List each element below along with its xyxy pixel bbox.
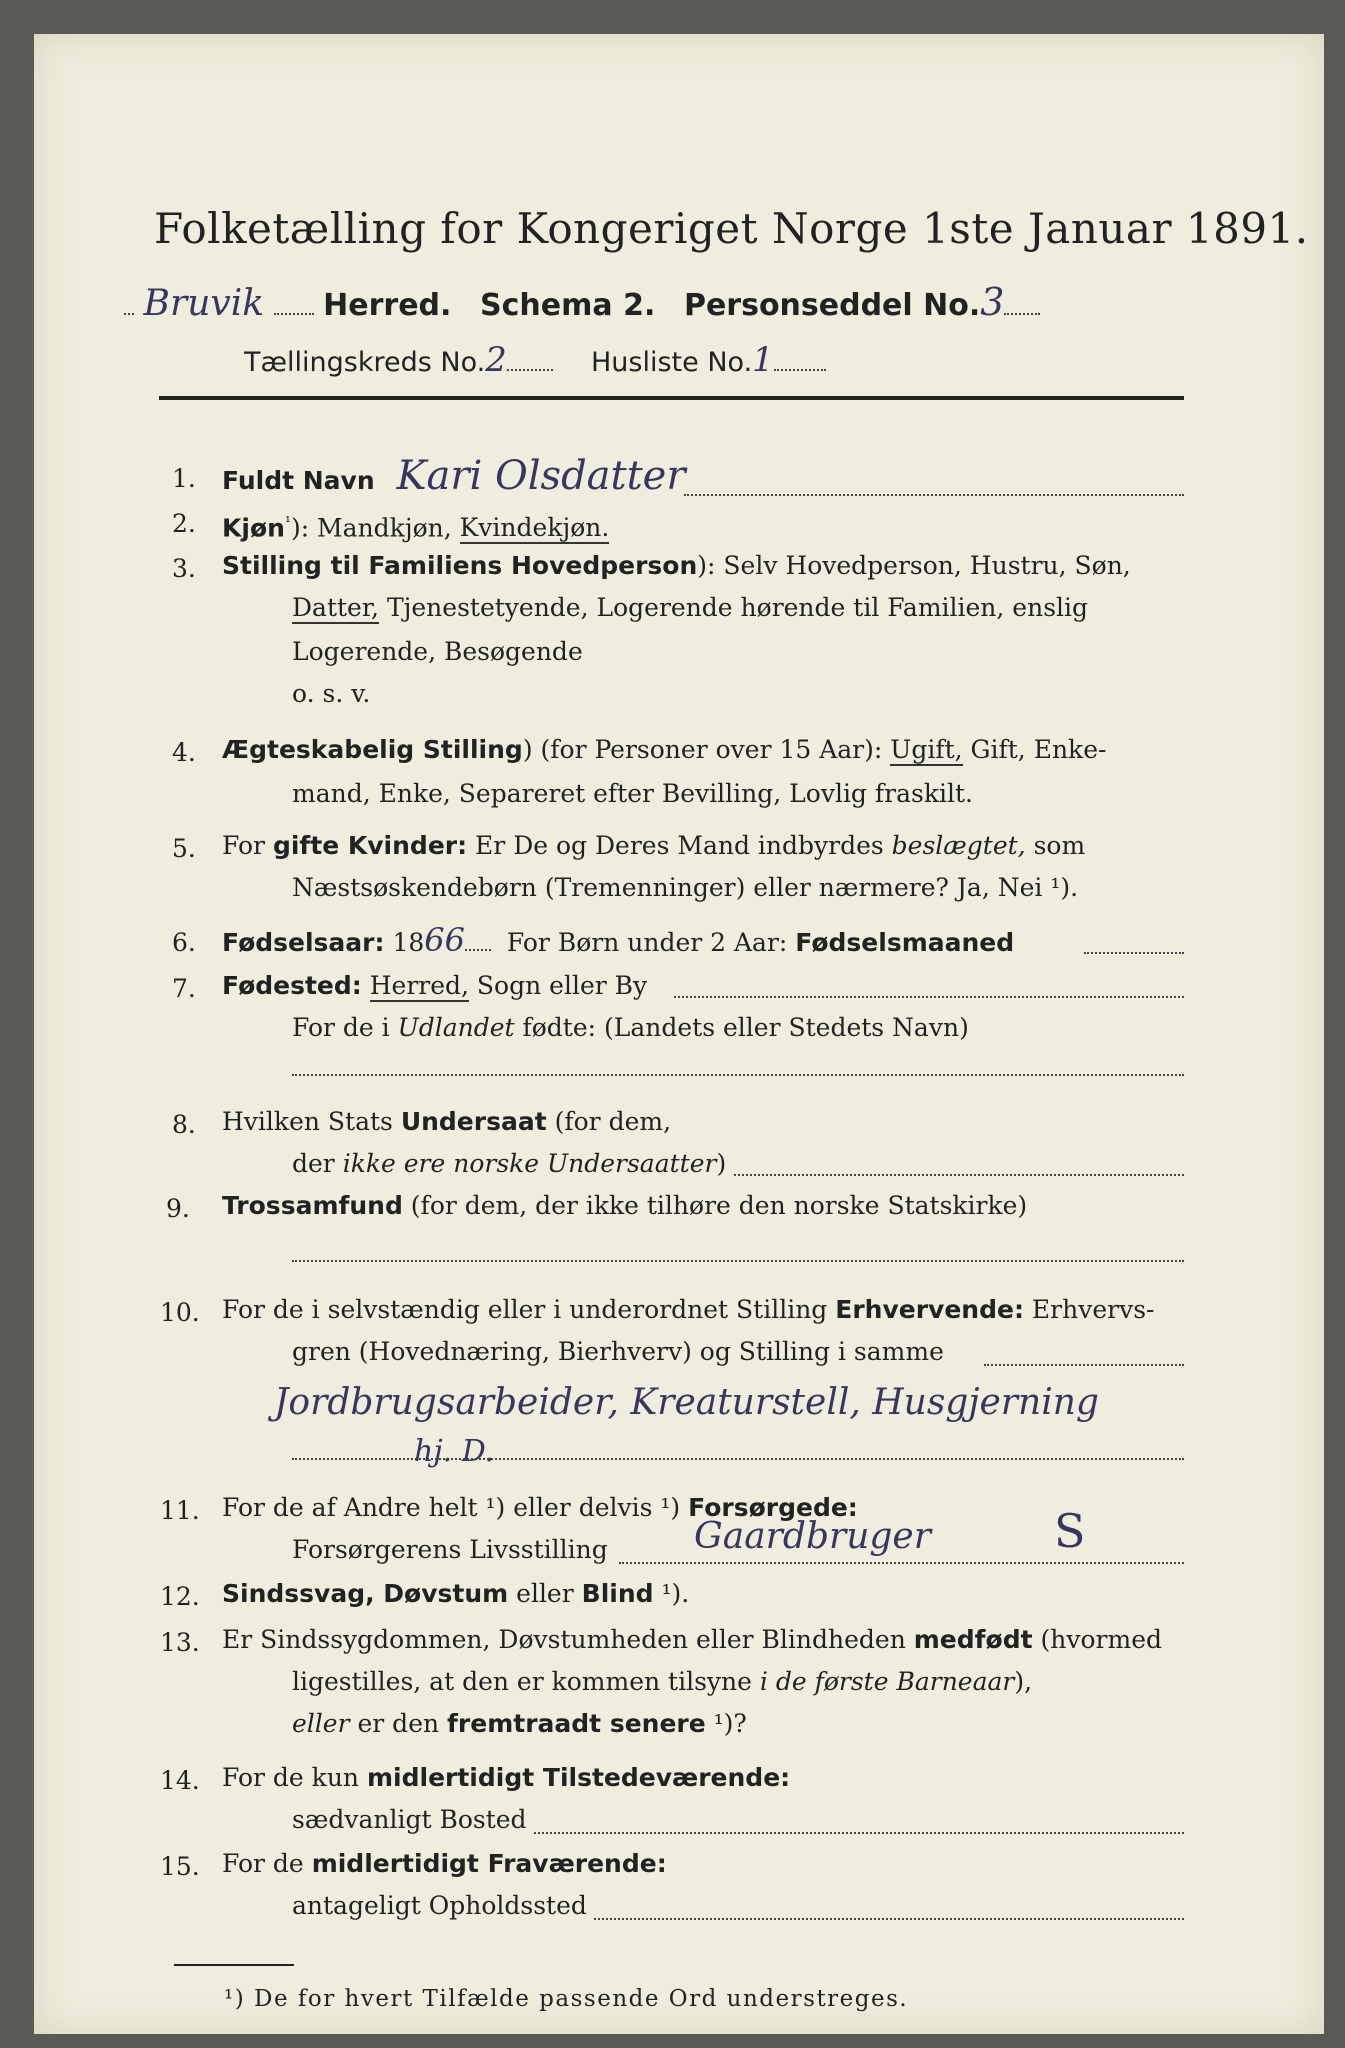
personseddel-value: 3 [980,280,1005,324]
q1-value: Kari Olsdatter [396,453,686,499]
q15-row-1 [222,1844,667,1884]
q8-dots [734,1174,1184,1176]
q12-number: 12. [160,1582,200,1611]
q15-label: midlertidigt Fraværende: [311,1849,667,1878]
q3-option: Datter, [292,593,379,622]
q8-italic: ikke ere norske Undersaatter [342,1149,717,1178]
q10-text1: For de i selvstændig eller i underordnet Stilling [222,1295,836,1324]
q13-label: medfødt [913,1625,1033,1654]
q12-row [222,1574,689,1614]
q8-text3: der [292,1149,343,1178]
q8-row-2 [292,1144,726,1184]
kreds-value: 2 [485,340,507,380]
q14-row-1 [222,1758,790,1798]
q14-text1: For de kun [222,1763,367,1792]
q3-row-2 [292,588,1088,628]
q4-option: Ugift, [890,735,963,764]
q6-label: Fødselsaar: [222,928,385,957]
q2-row [222,502,609,548]
q6-value: 66 [424,921,465,959]
husliste-value: 1 [752,340,774,380]
q5-row-2: Næstsøskendebørn (Tremenninger) eller nærmere? Ja, Nei ¹). [292,873,1079,902]
q10-label: Erhvervende: [835,1295,1024,1324]
q3-row-3: Logerende, Besøgende [292,637,583,666]
q2-sup: ¹ [284,513,291,531]
q13-italic: i de første Barneaar [759,1667,1015,1696]
footnote: ¹) De for hvert Tilfælde passende Ord understreges. [224,1986,909,2012]
header-rule [159,396,1184,400]
q3-row-4: o. s. v. [292,679,371,708]
q10-value-1: Jordbrugsarbeider, Kreaturstell, Husgjerning [274,1382,1099,1423]
q4-text1: ) (for Personer over 15 Aar): [522,735,891,764]
q1-row [222,453,686,501]
q5-text3: som [1025,831,1086,860]
q5-number: 5. [172,834,196,863]
q3-text1: ): Selv Hovedperson, Hustru, Søn, [697,551,1131,580]
form-title: Folketælling for Kongeriget Norge 1ste Januar 1891. [154,204,1309,253]
q13-text6: ¹)? [705,1709,747,1738]
q13-number: 13. [160,1628,200,1657]
q6-row [222,920,1014,963]
q5-italic: beslægtet, [891,831,1026,860]
q7-text: Sogn eller By [468,971,648,1000]
q10-dots-1 [984,1364,1184,1366]
q8-text1: Hvilken Stats [222,1107,401,1136]
q9-label: Trossamfund [222,1191,403,1220]
q7-row-2 [292,1008,969,1048]
q11-dots [619,1562,1184,1564]
q13-text5: er den [349,1709,448,1738]
q12-label: Sindssvag, Døvstum [222,1579,509,1608]
q2-number: 2. [172,509,196,538]
header-line-2 [244,340,826,380]
q15-text1: For de [222,1849,312,1878]
q13-text1: Er Sindssygdommen, Døvstumheden eller Blindheden [222,1625,914,1654]
header-line-1 [124,280,1040,324]
q6-prefix: 18 [384,928,425,957]
kreds-label: Tællingskreds No. [244,347,486,378]
q13-row-1 [222,1620,1162,1660]
q15-dots [594,1918,1184,1920]
q7-row-1 [222,966,647,1006]
q14-dots [534,1832,1184,1834]
q3-text2: Tjenestetyende, Logerende hørende til Familien, enslig [379,593,1089,622]
q11-text2: Forsørgerens Livsstilling [292,1535,608,1564]
q2-text: ): Mandkjøn, [290,513,460,543]
q5-label: gifte Kvinder: [272,831,468,860]
q3-number: 3. [172,554,196,583]
q1-dots [684,494,1184,496]
schema-label: Schema 2. [480,288,656,323]
q1-label: Fuldt Navn [222,466,375,495]
herred-label: Herred. [323,288,452,323]
q3-label: Stilling til Familiens Hovedperson [222,551,698,580]
q10-dots-2 [292,1458,1184,1460]
q15-row-2: antageligt Opholdssted [292,1891,587,1920]
q14-label: midlertidigt Tilstedeværende: [366,1763,791,1792]
q8-text4: ) [716,1149,727,1178]
q7-dots-2 [292,1074,1184,1076]
q13-text2: (hvormed [1032,1625,1162,1654]
q11-label: Forsørgede: [688,1493,858,1522]
q10-row-1 [222,1290,1154,1330]
q12-label2: Blind [581,1579,654,1608]
q4-number: 4. [172,738,196,767]
q6-text: For Børn under 2 Aar: [506,928,796,957]
q14-number: 14. [160,1766,200,1795]
q7-label: Fødested: [222,971,362,1000]
q3-row-1 [222,546,1131,586]
q13-text3: ligestilles, at den er kommen tilsyne [292,1667,760,1696]
footnote-rule [174,1964,294,1966]
q2-option: Kvindekjøn. [459,513,610,543]
q8-row-1 [222,1102,671,1142]
q13-italic-2: eller [292,1709,350,1738]
husliste-label: Husliste No. [591,347,753,378]
herred-value: Bruvik [143,283,265,324]
q4-text2: Gift, Enke- [962,735,1107,764]
q7-option: Herred, [369,971,469,1000]
q14-row-2: sædvanligt Bosted [292,1805,527,1834]
q1-number: 1. [172,464,196,493]
q11-number: 11. [160,1496,200,1525]
q2-label: Kjøn [222,513,285,543]
q11-text1: For de af Andre helt ¹) eller delvis ¹) [222,1493,689,1522]
q5-text1: For [222,831,273,860]
q9-number: 9. [166,1194,190,1223]
q7-text2: For de i [292,1013,398,1042]
q13-text4: ), [1014,1667,1033,1696]
q4-label: Ægteskabelig Stilling [222,735,523,764]
q10-number: 10. [160,1298,200,1327]
q7-number: 7. [172,974,196,1003]
q4-row-1 [222,730,1106,770]
q6-label2: Fødselsmaaned [795,928,1015,957]
q10-text2: Erhvervs- [1023,1295,1155,1324]
q4-row-2: mand, Enke, Separeret efter Bevilling, Lovlig fraskilt. [292,779,973,808]
q9-row [222,1186,1027,1226]
q13-label2: fremtraadt senere [447,1709,706,1738]
q9-dots [292,1260,1184,1262]
q6-number: 6. [172,928,196,957]
q8-number: 8. [172,1110,196,1139]
q5-text2: Er De og Deres Mand indbyrdes [467,831,892,860]
q10-row-2: gren (Hovednæring, Bierhverv) og Stilling i samme [292,1337,944,1366]
q13-row-2 [292,1662,1032,1702]
q15-number: 15. [160,1852,200,1881]
q6-dots [1084,952,1184,954]
q11-mark: S [1054,1504,1086,1558]
q13-row-3 [292,1704,747,1744]
q8-label: Undersaat [400,1107,547,1136]
q5-row-1 [222,826,1085,866]
q7-italic: Udlandet [397,1013,515,1042]
q11-value: Gaardbruger [694,1516,931,1557]
q12-text: eller [508,1579,582,1608]
q11-row-2 [292,1530,608,1570]
q12-text2: ¹). [653,1579,690,1608]
q7-text3: fødte: (Landets eller Stedets Navn) [514,1013,969,1042]
q9-text: (for dem, der ikke tilhøre den norske Statskirke) [402,1191,1028,1220]
personseddel-label: Personseddel No. [683,288,981,323]
q7-dots-1 [674,996,1184,998]
q8-text2: (for dem, [546,1107,672,1136]
census-form-sheet [34,34,1324,2034]
q10-value-2: hj. D. [414,1434,495,1469]
